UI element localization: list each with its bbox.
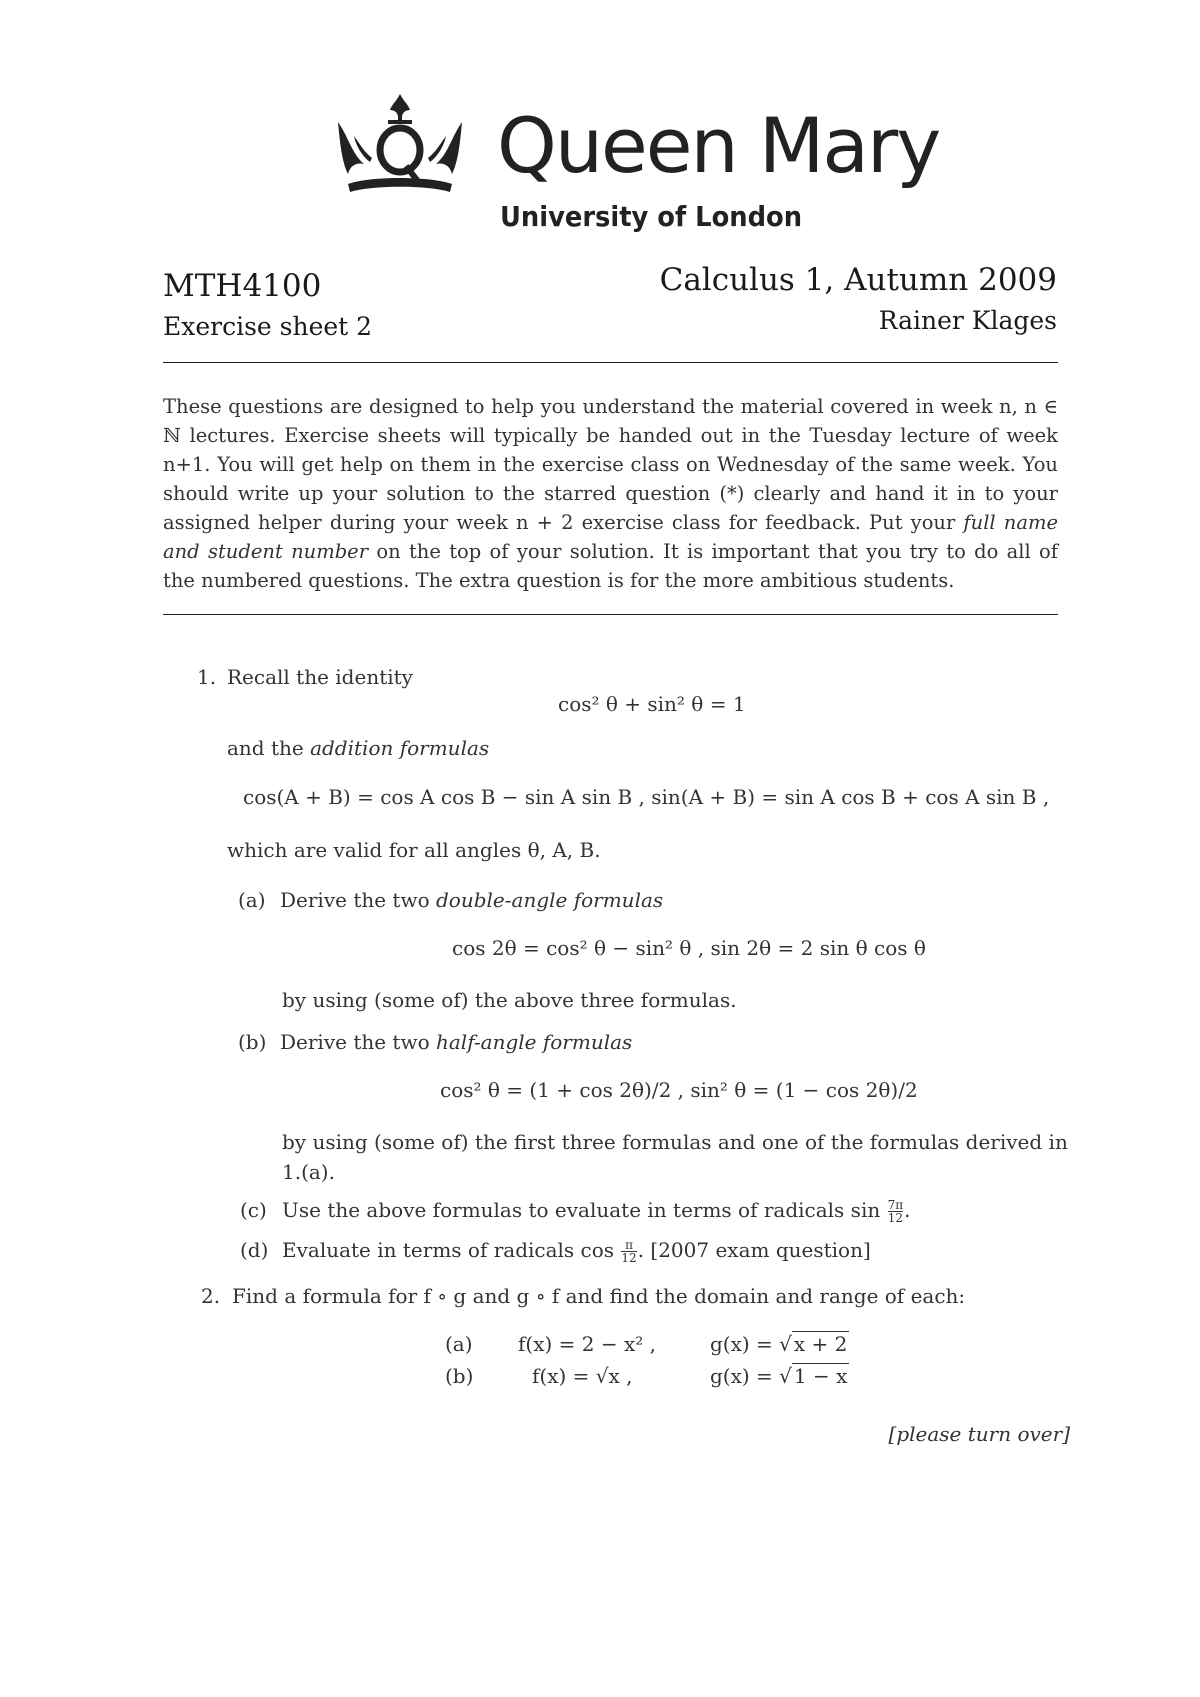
q1b-formula: cos² θ = (1 + cos 2θ)/2 , sin² θ = (1 − cos 2θ)/2	[440, 1078, 918, 1102]
q2a-g	[710, 1332, 849, 1356]
q2a-f: f(x) = 2 − x² ,	[518, 1332, 656, 1356]
q1a-text	[280, 888, 663, 912]
q1d-label: (d)	[240, 1238, 269, 1262]
q1-and-text: and the	[227, 736, 304, 760]
university-crest-icon	[330, 92, 470, 202]
q1d-denominator: 12	[621, 1251, 637, 1265]
q1c-denominator: 12	[887, 1211, 903, 1225]
q1b-text-plain: Derive the two	[280, 1030, 430, 1054]
q1b-label: (b)	[238, 1030, 267, 1054]
intro-emphasis: full name and student number	[163, 511, 1058, 563]
q1a-emphasis: double-angle formulas	[436, 888, 664, 912]
intro-text-2: on the top of your solution. It is important that you try to do all of the numbered questions. The extra question is for the more ambitious students.	[163, 540, 1058, 592]
course-title: Calculus 1, Autumn 2009	[659, 262, 1057, 298]
q1-and-emphasis: addition formulas	[310, 736, 490, 760]
q1d-fraction	[621, 1239, 636, 1264]
q1b-after-line2: 1.(a).	[282, 1160, 335, 1184]
logo-wordmark: Queen Mary	[497, 101, 940, 190]
q1b-emphasis: half-angle formulas	[436, 1030, 633, 1054]
q2-number: 2.	[201, 1284, 221, 1308]
q2a-g-prefix: g(x) = √	[710, 1332, 792, 1356]
q2a-label: (a)	[445, 1332, 473, 1356]
q1c-text: Use the above formulas to evaluate in terms of radicals sin $\frac{7\pi}{12}$ .	[282, 1198, 911, 1225]
q1b-text	[280, 1030, 632, 1054]
q1-addition-formulas: cos(A + B) = cos A cos B − sin A sin B , sin(A + B) = sin A cos B + cos A sin B ,	[243, 785, 1050, 809]
logo-subtitle: University of London	[500, 200, 803, 233]
q1b-after-line1: by using (some of) the first three formulas and one of the formulas derived in	[282, 1130, 1068, 1154]
intro-text-1: These questions are designed to help you understand the material covered in week n, n ∈ ℕ lectures. Exercise sheets will typically be handed out in the Tuesday lecture of week n+1. You will get help on them in the exercise class on Wednesday of the same week. You should write up your solution to the starred question (*) clearly and hand it in to your assigned helper during your week n + 2 exercise class for feedback. Put your	[163, 395, 1058, 534]
q1d-tail: . [2007 exam question]	[637, 1238, 871, 1262]
q1-intro: Recall the identity	[227, 665, 413, 689]
q1d-text	[282, 1238, 871, 1264]
q2b-g	[710, 1364, 849, 1388]
q2b-f: f(x) = √x ,	[532, 1364, 633, 1388]
q1-and	[227, 736, 489, 760]
q1d-text-plain: Evaluate in terms of radicals cos	[282, 1238, 615, 1262]
q1a-after: by using (some of) the above three formulas.	[282, 988, 737, 1012]
q2b-g-radicand: 1 − x	[793, 1364, 848, 1388]
sheet-title: Exercise sheet 2	[163, 312, 373, 341]
divider-bottom	[163, 614, 1058, 615]
q1c-fraction	[888, 1199, 904, 1224]
divider-top	[163, 362, 1058, 363]
q2b-g-prefix: g(x) = √	[710, 1364, 792, 1388]
course-code: MTH4100	[163, 268, 322, 304]
q1a-text-plain: Derive the two	[280, 888, 430, 912]
lecturer-name: Rainer Klages	[878, 306, 1057, 335]
q2a-g-radicand: x + 2	[793, 1332, 848, 1356]
q1-identity: cos² θ + sin² θ = 1	[558, 692, 746, 716]
q1-number: 1.	[197, 665, 217, 689]
intro-paragraph	[163, 392, 1058, 595]
q1a-formula: cos 2θ = cos² θ − sin² θ , sin 2θ = 2 sin θ cos θ	[452, 936, 926, 960]
q1c-text-plain: Use the above formulas to evaluate in terms of radicals sin	[282, 1198, 881, 1222]
q1d-numerator: π	[621, 1239, 636, 1252]
q1a-label: (a)	[238, 888, 266, 912]
q1c-label: (c)	[240, 1198, 267, 1222]
q1c-numerator: 7π	[887, 1198, 904, 1212]
q1-validity: which are valid for all angles θ, A, B.	[227, 838, 601, 862]
q2-text: Find a formula for f ∘ g and g ∘ f and find the domain and range of each:	[232, 1284, 966, 1308]
q2b-label: (b)	[445, 1364, 474, 1388]
turn-over-note: [please turn over]	[888, 1422, 1070, 1446]
